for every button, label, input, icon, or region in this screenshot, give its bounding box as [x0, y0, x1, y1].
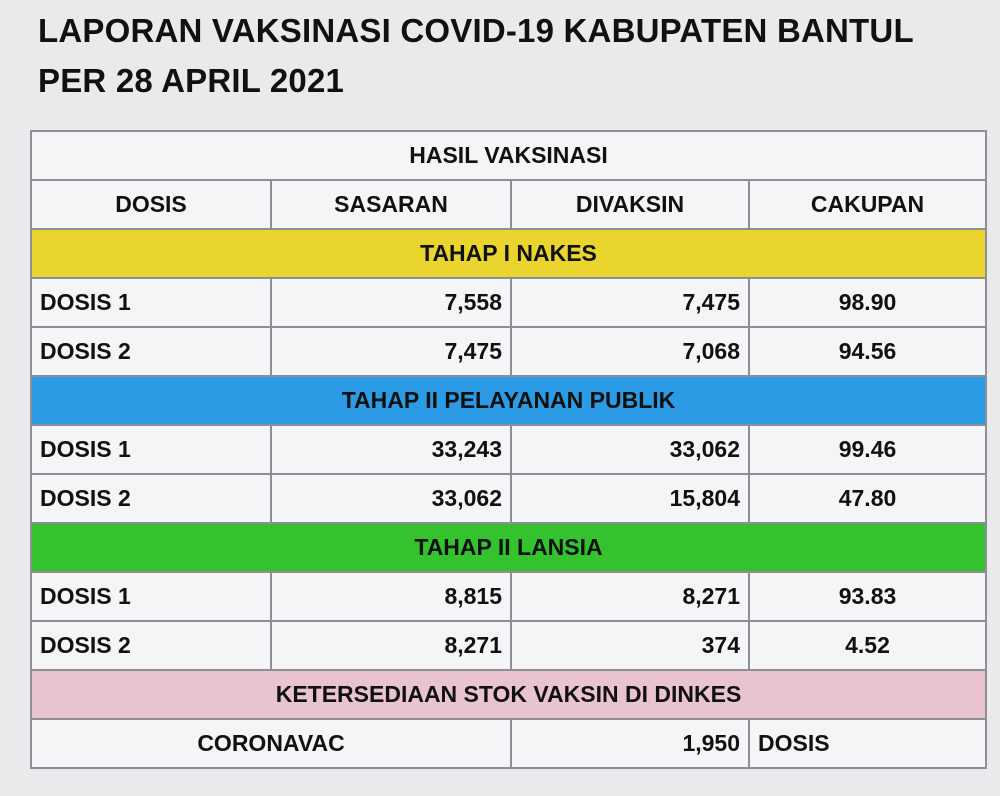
cell-dosis: DOSIS 2 — [31, 621, 271, 670]
cell-sasaran: 33,062 — [271, 474, 511, 523]
cell-divaksin: 374 — [511, 621, 749, 670]
cell-dosis: DOSIS 1 — [31, 425, 271, 474]
section-header-row — [31, 229, 986, 278]
cell-sasaran: 7,475 — [271, 327, 511, 376]
stock-unit: DOSIS — [749, 719, 986, 768]
cell-dosis: DOSIS 2 — [31, 327, 271, 376]
stock-title: KETERSEDIAAN STOK VAKSIN DI DINKES — [31, 670, 986, 719]
cell-sasaran: 8,815 — [271, 572, 511, 621]
cell-divaksin: 15,804 — [511, 474, 749, 523]
table-caption-row — [31, 131, 986, 180]
table-row — [31, 621, 986, 670]
cell-sasaran: 7,558 — [271, 278, 511, 327]
cell-cakupan: 93.83 — [749, 572, 986, 621]
section-title: TAHAP II LANSIA — [31, 523, 986, 572]
table-row — [31, 278, 986, 327]
stock-vaccine-name: CORONAVAC — [31, 719, 511, 768]
cell-divaksin: 8,271 — [511, 572, 749, 621]
cell-cakupan: 47.80 — [749, 474, 986, 523]
stock-row — [31, 719, 986, 768]
section-header-row — [31, 376, 986, 425]
cell-sasaran: 8,271 — [271, 621, 511, 670]
table-row — [31, 572, 986, 621]
table-row — [31, 425, 986, 474]
column-header-sasaran: SASARAN — [271, 180, 511, 229]
cell-sasaran: 33,243 — [271, 425, 511, 474]
cell-cakupan: 99.46 — [749, 425, 986, 474]
column-header-cakupan: CAKUPAN — [749, 180, 986, 229]
vaccination-table — [30, 130, 987, 769]
stock-amount: 1,950 — [511, 719, 749, 768]
cell-dosis: DOSIS 2 — [31, 474, 271, 523]
report-title — [38, 6, 914, 106]
table-row — [31, 474, 986, 523]
report-title-line2: PER 28 APRIL 2021 — [38, 62, 345, 99]
cell-dosis: DOSIS 1 — [31, 572, 271, 621]
report-title-line1: LAPORAN VAKSINASI COVID-19 KABUPATEN BANTUL — [38, 12, 914, 49]
section-title: TAHAP I NAKES — [31, 229, 986, 278]
cell-cakupan: 94.56 — [749, 327, 986, 376]
section-header-row — [31, 523, 986, 572]
cell-divaksin: 33,062 — [511, 425, 749, 474]
stock-header-row — [31, 670, 986, 719]
column-header-dosis: DOSIS — [31, 180, 271, 229]
cell-cakupan: 4.52 — [749, 621, 986, 670]
cell-divaksin: 7,475 — [511, 278, 749, 327]
cell-cakupan: 98.90 — [749, 278, 986, 327]
cell-divaksin: 7,068 — [511, 327, 749, 376]
table-caption: HASIL VAKSINASI — [31, 131, 986, 180]
cell-dosis: DOSIS 1 — [31, 278, 271, 327]
table-header-row — [31, 180, 986, 229]
section-title: TAHAP II PELAYANAN PUBLIK — [31, 376, 986, 425]
table-row — [31, 327, 986, 376]
column-header-divaksin: DIVAKSIN — [511, 180, 749, 229]
